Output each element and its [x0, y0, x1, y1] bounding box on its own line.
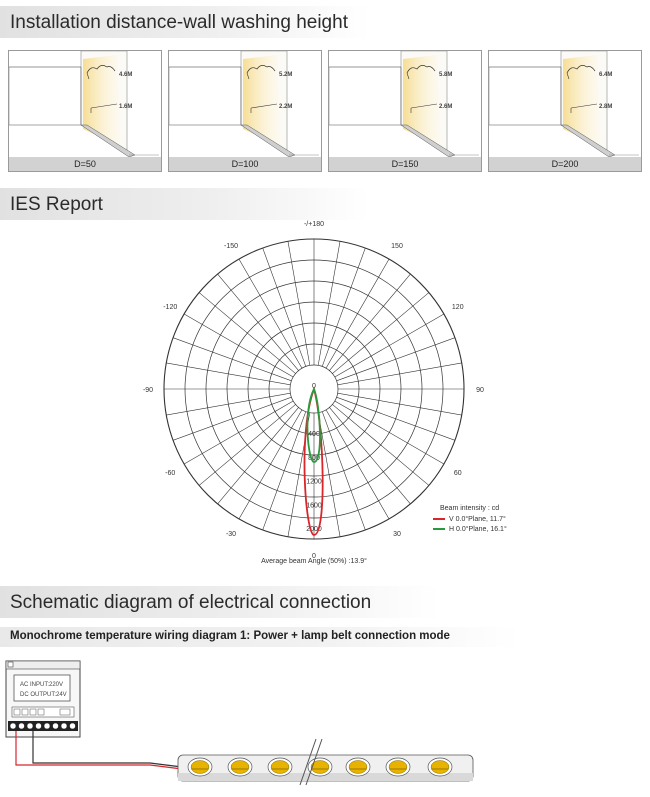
- wall-scene-illustration: [489, 51, 641, 171]
- terminal-screw: [36, 723, 42, 729]
- terminal-screw: [53, 723, 59, 729]
- radial-label: 2000: [306, 526, 322, 534]
- chart-legend: [433, 505, 507, 533]
- angle-label: 90: [476, 387, 484, 394]
- polar-spoke: [335, 401, 444, 464]
- polar-spoke: [218, 407, 299, 504]
- power-supply: [6, 661, 80, 737]
- radial-label: 1600: [306, 502, 322, 510]
- wall-wash-panel: [488, 50, 642, 172]
- installation-title: Installation distance-wall washing height: [10, 12, 348, 33]
- angle-label: 60: [453, 470, 462, 477]
- angle-label: -/+180: [303, 221, 325, 228]
- polar-spoke: [239, 259, 302, 368]
- polar-spoke: [335, 314, 444, 377]
- wiring-diagram: [0, 655, 650, 797]
- radial-label: 800: [308, 454, 320, 462]
- terminal-screw: [19, 723, 25, 729]
- angle-label: -60: [165, 470, 176, 477]
- distance-label: D=50: [9, 157, 161, 171]
- wall-scene-illustration: [9, 51, 161, 171]
- lower-height-label: 2.6M: [439, 104, 453, 110]
- lamp-bead: [389, 761, 407, 774]
- terminal-screw: [10, 723, 16, 729]
- upper-height-label: 5.8M: [439, 72, 453, 78]
- angle-label: 120: [451, 304, 464, 311]
- distance-label: D=100: [169, 157, 321, 171]
- dc-output-label: DC OUTPUT:24V: [20, 692, 67, 698]
- polar-spoke: [329, 274, 410, 371]
- polar-spoke: [199, 404, 296, 485]
- legend-entry: H 0.0°Plane, 16.1°: [449, 526, 507, 533]
- polar-spoke: [326, 259, 389, 368]
- angle-label: -150: [223, 243, 239, 251]
- angle-label: -90: [142, 387, 154, 394]
- ies-polar-chart: [0, 220, 650, 575]
- lamp-bead: [231, 761, 249, 774]
- wiring-subtitle: Monochrome temperature wiring diagram 1: Power + lamp belt connection mode: [10, 630, 450, 642]
- polar-spoke: [329, 407, 410, 504]
- lower-height-label: 1.6M: [119, 104, 133, 110]
- terminal-screw: [61, 723, 67, 729]
- distance-label: D=150: [329, 157, 481, 171]
- beam-angle-footer: Average beam Angle (50%) :13.9°: [261, 558, 367, 565]
- upper-height-label: 6.4M: [599, 72, 613, 78]
- lower-height-label: 2.8M: [599, 104, 613, 110]
- polar-spoke: [332, 293, 429, 374]
- legend-entry: V 0.0°Plane, 11.7°: [449, 516, 506, 523]
- lamp-strip: [178, 739, 473, 785]
- polar-spoke: [199, 293, 296, 374]
- polar-spoke: [184, 401, 293, 464]
- legend-title: Beam intensity : cd: [440, 505, 500, 512]
- schematic-header: [0, 586, 440, 618]
- polar-spoke: [239, 410, 302, 519]
- angle-label: -30: [225, 530, 237, 538]
- angle-label: 30: [393, 530, 401, 538]
- schematic-title: Schematic diagram of electrical connection: [10, 592, 372, 613]
- angle-label: -120: [163, 304, 178, 311]
- ies-title: IES Report: [10, 194, 103, 215]
- wall-wash-panel: [328, 50, 482, 172]
- wall-scene-illustration: [329, 51, 481, 171]
- upper-height-label: 4.6M: [119, 72, 133, 78]
- lamp-bead: [349, 761, 367, 774]
- lower-height-label: 2.2M: [279, 104, 293, 110]
- upper-height-label: 5.2M: [279, 72, 293, 78]
- angle-label: 0: [312, 553, 316, 560]
- polar-spoke: [326, 410, 389, 519]
- distance-label: D=200: [489, 157, 641, 171]
- polar-spoke: [184, 314, 293, 377]
- ies-header: [0, 188, 370, 220]
- radial-label: 1200: [306, 478, 322, 486]
- lamp-bead: [271, 761, 289, 774]
- wall-wash-panel: [8, 50, 162, 172]
- ac-input-label: AC INPUT:220V: [20, 682, 64, 688]
- wiring-subheader: [0, 627, 520, 647]
- wall-wash-panel: [168, 50, 322, 172]
- radial-label: 0: [312, 383, 316, 390]
- terminal-screw: [44, 723, 50, 729]
- installation-header: [0, 6, 370, 38]
- lamp-bead: [191, 761, 209, 774]
- lamp-bead: [431, 761, 449, 774]
- polar-spoke: [218, 274, 299, 371]
- terminal-screw: [70, 723, 76, 729]
- terminal-screw: [27, 723, 33, 729]
- polar-spoke: [332, 404, 429, 485]
- angle-label: 150: [391, 243, 403, 251]
- radial-label: 400: [308, 431, 320, 439]
- wall-scene-illustration: [169, 51, 321, 171]
